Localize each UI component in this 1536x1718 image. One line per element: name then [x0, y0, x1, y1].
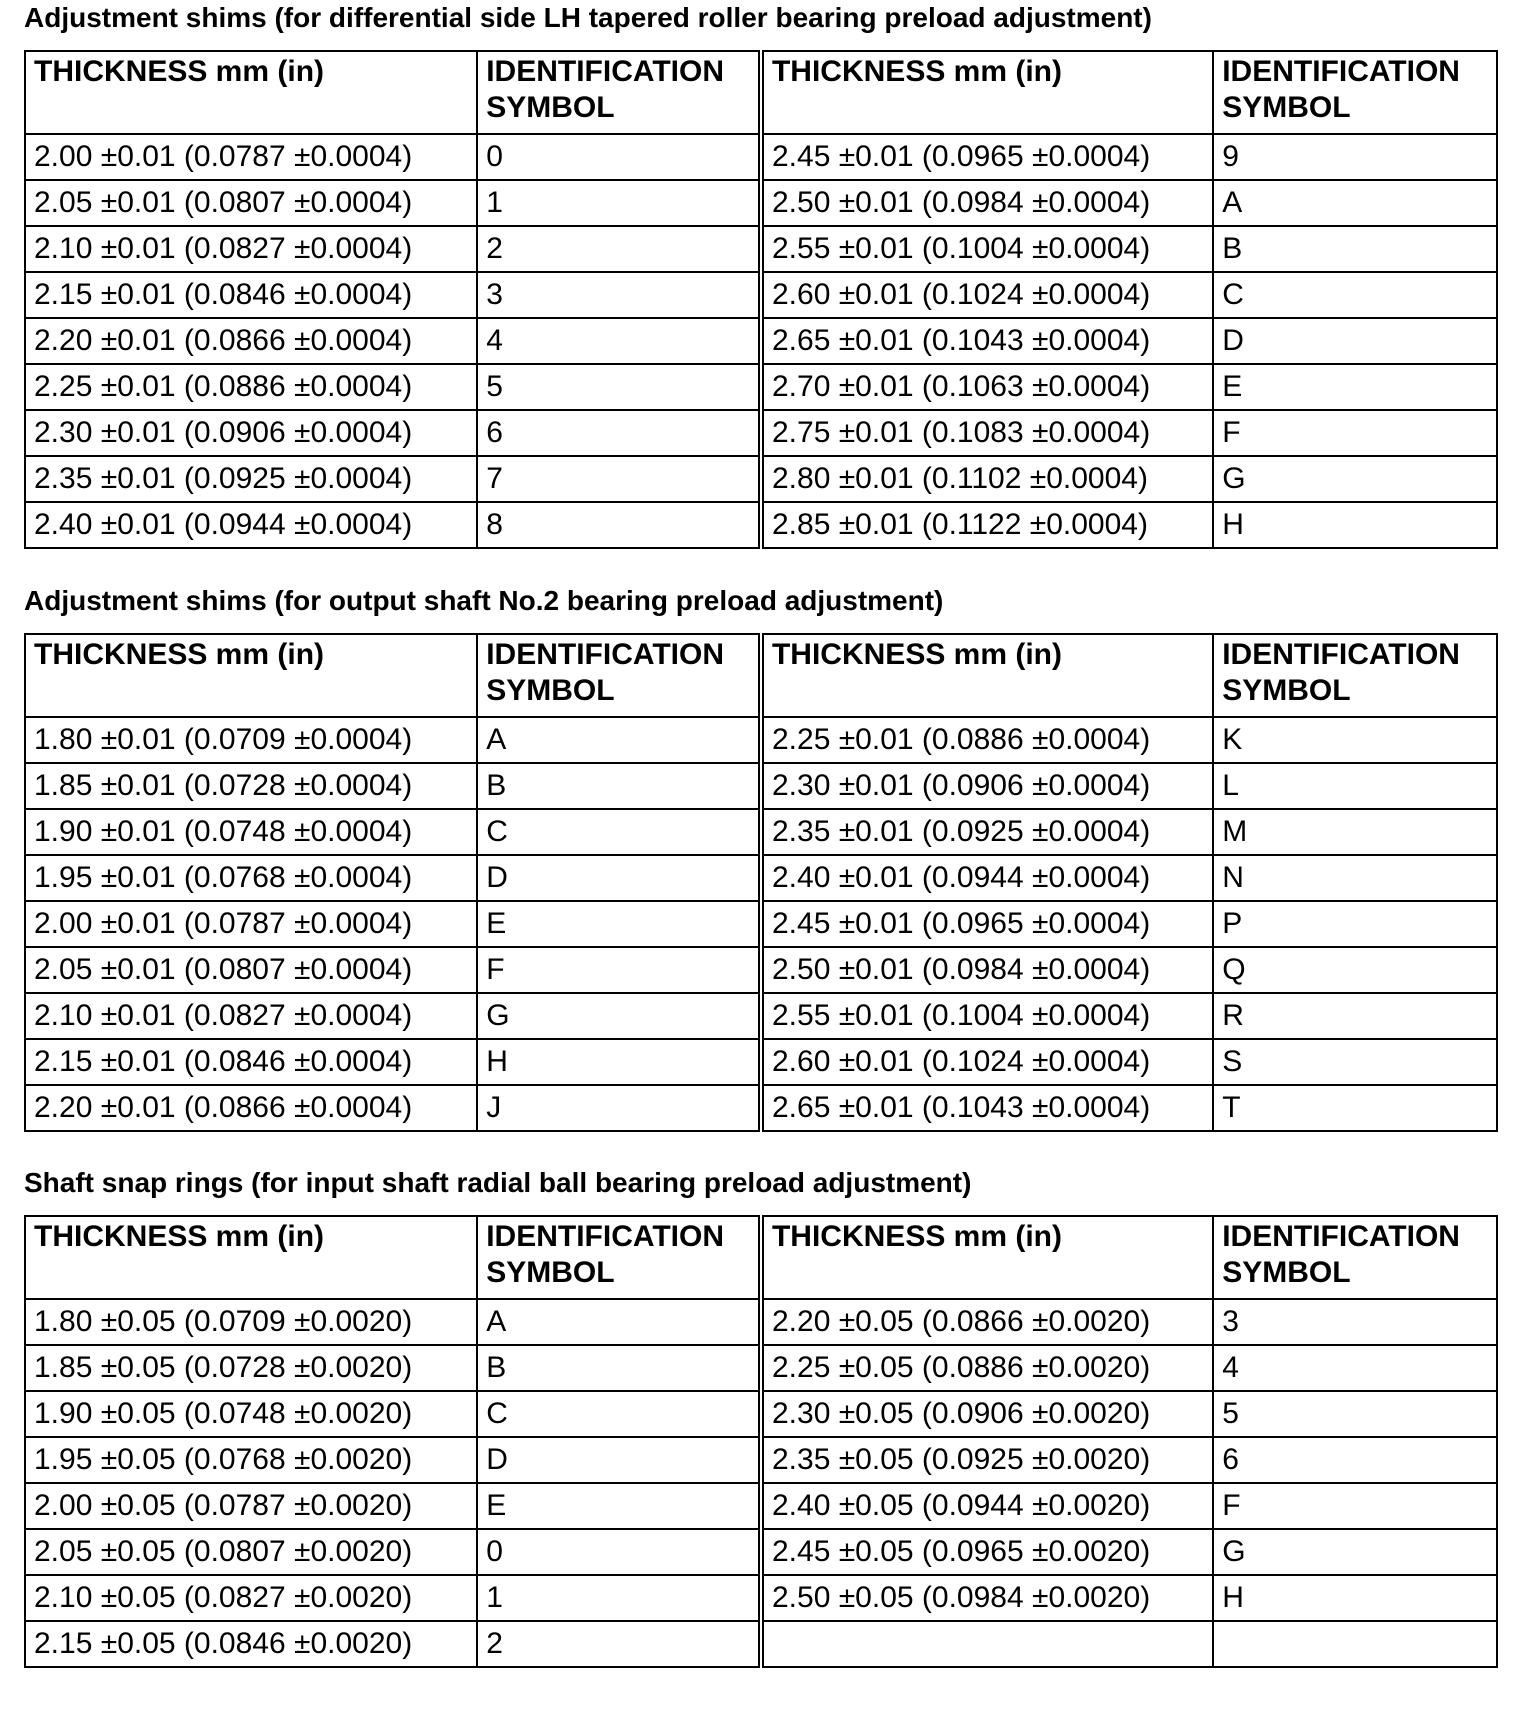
thickness-cell: 2.35 ±0.01 (0.0925 ±0.0004)	[761, 809, 1213, 855]
thickness-cell: 1.95 ±0.01 (0.0768 ±0.0004)	[25, 855, 477, 901]
identification-symbol-cell: 4	[1213, 1345, 1497, 1391]
identification-symbol-cell: 2	[477, 1621, 761, 1667]
thickness-cell: 2.20 ±0.05 (0.0866 ±0.0020)	[761, 1299, 1213, 1345]
section-output-shaft-shims	[24, 586, 1498, 1132]
identification-symbol-cell: R	[1213, 993, 1497, 1039]
spec-table	[24, 50, 1498, 549]
identification-symbol-cell: N	[1213, 855, 1497, 901]
section-title: Adjustment shims (for differential side LH tapered roller bearing preload adjustment)	[24, 2, 1152, 33]
table-row	[25, 855, 1497, 901]
identification-symbol-cell: H	[477, 1039, 761, 1085]
thickness-cell: 2.10 ±0.01 (0.0827 ±0.0004)	[25, 226, 477, 272]
header-identification-symbol: IDENTIFICATION SYMBOL	[477, 634, 761, 717]
identification-symbol-cell: C	[477, 1391, 761, 1437]
identification-symbol-cell: F	[1213, 410, 1497, 456]
identification-symbol-cell: 4	[477, 318, 761, 364]
table-row	[25, 226, 1497, 272]
thickness-cell: 1.80 ±0.05 (0.0709 ±0.0020)	[25, 1299, 477, 1345]
table-body	[25, 717, 1497, 1131]
table-row	[25, 410, 1497, 456]
thickness-cell: 2.40 ±0.05 (0.0944 ±0.0020)	[761, 1483, 1213, 1529]
table-row	[25, 1039, 1497, 1085]
thickness-cell: 2.50 ±0.01 (0.0984 ±0.0004)	[761, 947, 1213, 993]
identification-symbol-cell: H	[1213, 1575, 1497, 1621]
identification-symbol-cell: 8	[477, 502, 761, 548]
identification-symbol-cell: A	[477, 717, 761, 763]
table-row	[25, 1299, 1497, 1345]
thickness-cell: 2.25 ±0.01 (0.0886 ±0.0004)	[761, 717, 1213, 763]
identification-symbol-cell: H	[1213, 502, 1497, 548]
identification-symbol-cell: 0	[477, 1529, 761, 1575]
identification-symbol-cell	[1213, 1621, 1497, 1667]
thickness-cell: 2.00 ±0.01 (0.0787 ±0.0004)	[25, 134, 477, 180]
table-row	[25, 763, 1497, 809]
thickness-cell: 2.50 ±0.01 (0.0984 ±0.0004)	[761, 180, 1213, 226]
section-title: Shaft snap rings (for input shaft radial ball bearing preload adjustment)	[24, 1167, 972, 1198]
thickness-cell: 2.35 ±0.01 (0.0925 ±0.0004)	[25, 456, 477, 502]
thickness-cell: 2.15 ±0.05 (0.0846 ±0.0020)	[25, 1621, 477, 1667]
table-row	[25, 1345, 1497, 1391]
header-identification-symbol: IDENTIFICATION SYMBOL	[1213, 51, 1497, 134]
thickness-cell: 2.05 ±0.01 (0.0807 ±0.0004)	[25, 180, 477, 226]
thickness-cell: 2.70 ±0.01 (0.1063 ±0.0004)	[761, 364, 1213, 410]
identification-symbol-cell: K	[1213, 717, 1497, 763]
identification-symbol-cell: 7	[477, 456, 761, 502]
identification-symbol-cell: 3	[1213, 1299, 1497, 1345]
identification-symbol-cell: G	[1213, 1529, 1497, 1575]
thickness-cell: 2.00 ±0.05 (0.0787 ±0.0020)	[25, 1483, 477, 1529]
table-header-row	[25, 1216, 1497, 1299]
table-row	[25, 1437, 1497, 1483]
identification-symbol-cell: B	[1213, 226, 1497, 272]
section-shaft-snap-rings	[24, 1168, 1498, 1668]
table-row	[25, 1391, 1497, 1437]
thickness-cell: 2.05 ±0.05 (0.0807 ±0.0020)	[25, 1529, 477, 1575]
table-row	[25, 1529, 1497, 1575]
identification-symbol-cell: Q	[1213, 947, 1497, 993]
thickness-cell: 2.75 ±0.01 (0.1083 ±0.0004)	[761, 410, 1213, 456]
identification-symbol-cell: 1	[477, 1575, 761, 1621]
thickness-cell: 2.30 ±0.01 (0.0906 ±0.0004)	[761, 763, 1213, 809]
thickness-cell: 1.85 ±0.01 (0.0728 ±0.0004)	[25, 763, 477, 809]
thickness-cell: 2.45 ±0.01 (0.0965 ±0.0004)	[761, 901, 1213, 947]
thickness-cell: 2.30 ±0.05 (0.0906 ±0.0020)	[761, 1391, 1213, 1437]
identification-symbol-cell: 9	[1213, 134, 1497, 180]
thickness-cell: 2.60 ±0.01 (0.1024 ±0.0004)	[761, 1039, 1213, 1085]
identification-symbol-cell: C	[1213, 272, 1497, 318]
spec-table	[24, 633, 1498, 1132]
identification-symbol-cell: T	[1213, 1085, 1497, 1131]
identification-symbol-cell: B	[477, 763, 761, 809]
table-row	[25, 1621, 1497, 1667]
header-identification-symbol: IDENTIFICATION SYMBOL	[1213, 634, 1497, 717]
identification-symbol-cell: J	[477, 1085, 761, 1131]
table-row	[25, 993, 1497, 1039]
thickness-cell: 1.80 ±0.01 (0.0709 ±0.0004)	[25, 717, 477, 763]
table-row	[25, 809, 1497, 855]
thickness-cell: 2.30 ±0.01 (0.0906 ±0.0004)	[25, 410, 477, 456]
thickness-cell: 2.65 ±0.01 (0.1043 ±0.0004)	[761, 1085, 1213, 1131]
table-row	[25, 272, 1497, 318]
identification-symbol-cell: 1	[477, 180, 761, 226]
thickness-cell: 2.60 ±0.01 (0.1024 ±0.0004)	[761, 272, 1213, 318]
header-thickness: THICKNESS mm (in)	[25, 51, 477, 134]
identification-symbol-cell: A	[1213, 180, 1497, 226]
identification-symbol-cell: 6	[1213, 1437, 1497, 1483]
identification-symbol-cell: F	[1213, 1483, 1497, 1529]
identification-symbol-cell: C	[477, 809, 761, 855]
table-row	[25, 717, 1497, 763]
thickness-cell: 2.65 ±0.01 (0.1043 ±0.0004)	[761, 318, 1213, 364]
identification-symbol-cell: P	[1213, 901, 1497, 947]
identification-symbol-cell: 6	[477, 410, 761, 456]
identification-symbol-cell: 2	[477, 226, 761, 272]
spec-table	[24, 1215, 1498, 1668]
identification-symbol-cell: E	[1213, 364, 1497, 410]
thickness-cell: 2.40 ±0.01 (0.0944 ±0.0004)	[25, 502, 477, 548]
header-thickness: THICKNESS mm (in)	[25, 634, 477, 717]
thickness-cell: 1.90 ±0.05 (0.0748 ±0.0020)	[25, 1391, 477, 1437]
thickness-cell: 2.85 ±0.01 (0.1122 ±0.0004)	[761, 502, 1213, 548]
header-identification-symbol: IDENTIFICATION SYMBOL	[477, 1216, 761, 1299]
thickness-cell: 2.55 ±0.01 (0.1004 ±0.0004)	[761, 226, 1213, 272]
table-header-row	[25, 51, 1497, 134]
table-row	[25, 456, 1497, 502]
header-thickness: THICKNESS mm (in)	[761, 51, 1213, 134]
thickness-cell: 1.95 ±0.05 (0.0768 ±0.0020)	[25, 1437, 477, 1483]
thickness-cell: 2.40 ±0.01 (0.0944 ±0.0004)	[761, 855, 1213, 901]
table-body	[25, 134, 1497, 548]
identification-symbol-cell: S	[1213, 1039, 1497, 1085]
table-row	[25, 1575, 1497, 1621]
identification-symbol-cell: G	[477, 993, 761, 1039]
header-identification-symbol: IDENTIFICATION SYMBOL	[1213, 1216, 1497, 1299]
table-row	[25, 947, 1497, 993]
thickness-cell: 1.90 ±0.01 (0.0748 ±0.0004)	[25, 809, 477, 855]
table-header-row	[25, 634, 1497, 717]
thickness-cell: 2.55 ±0.01 (0.1004 ±0.0004)	[761, 993, 1213, 1039]
identification-symbol-cell: D	[477, 1437, 761, 1483]
section-title: Adjustment shims (for output shaft No.2 bearing preload adjustment)	[24, 585, 944, 616]
identification-symbol-cell: M	[1213, 809, 1497, 855]
thickness-cell: 2.50 ±0.05 (0.0984 ±0.0020)	[761, 1575, 1213, 1621]
identification-symbol-cell: 5	[1213, 1391, 1497, 1437]
thickness-cell: 2.05 ±0.01 (0.0807 ±0.0004)	[25, 947, 477, 993]
identification-symbol-cell: D	[1213, 318, 1497, 364]
thickness-cell: 2.35 ±0.05 (0.0925 ±0.0020)	[761, 1437, 1213, 1483]
thickness-cell: 1.85 ±0.05 (0.0728 ±0.0020)	[25, 1345, 477, 1391]
header-thickness: THICKNESS mm (in)	[761, 1216, 1213, 1299]
thickness-cell: 2.25 ±0.01 (0.0886 ±0.0004)	[25, 364, 477, 410]
thickness-cell: 2.20 ±0.01 (0.0866 ±0.0004)	[25, 1085, 477, 1131]
thickness-cell: 2.15 ±0.01 (0.0846 ±0.0004)	[25, 1039, 477, 1085]
table-row	[25, 901, 1497, 947]
section-differential-shims	[24, 3, 1498, 549]
table-row	[25, 134, 1497, 180]
thickness-cell: 2.45 ±0.01 (0.0965 ±0.0004)	[761, 134, 1213, 180]
identification-symbol-cell: 5	[477, 364, 761, 410]
identification-symbol-cell: 0	[477, 134, 761, 180]
thickness-cell: 2.25 ±0.05 (0.0886 ±0.0020)	[761, 1345, 1213, 1391]
table-row	[25, 502, 1497, 548]
header-thickness: THICKNESS mm (in)	[25, 1216, 477, 1299]
thickness-cell: 2.45 ±0.05 (0.0965 ±0.0020)	[761, 1529, 1213, 1575]
identification-symbol-cell: F	[477, 947, 761, 993]
thickness-cell: 2.10 ±0.01 (0.0827 ±0.0004)	[25, 993, 477, 1039]
thickness-cell: 2.00 ±0.01 (0.0787 ±0.0004)	[25, 901, 477, 947]
table-row	[25, 364, 1497, 410]
table-row	[25, 180, 1497, 226]
identification-symbol-cell: E	[477, 901, 761, 947]
thickness-cell: 2.20 ±0.01 (0.0866 ±0.0004)	[25, 318, 477, 364]
identification-symbol-cell: D	[477, 855, 761, 901]
identification-symbol-cell: G	[1213, 456, 1497, 502]
identification-symbol-cell: B	[477, 1345, 761, 1391]
identification-symbol-cell: L	[1213, 763, 1497, 809]
header-identification-symbol: IDENTIFICATION SYMBOL	[477, 51, 761, 134]
header-thickness: THICKNESS mm (in)	[761, 634, 1213, 717]
thickness-cell: 2.80 ±0.01 (0.1102 ±0.0004)	[761, 456, 1213, 502]
thickness-cell: 2.15 ±0.01 (0.0846 ±0.0004)	[25, 272, 477, 318]
identification-symbol-cell: E	[477, 1483, 761, 1529]
identification-symbol-cell: A	[477, 1299, 761, 1345]
table-body	[25, 1299, 1497, 1667]
thickness-cell	[761, 1621, 1213, 1667]
identification-symbol-cell: 3	[477, 272, 761, 318]
table-row	[25, 1483, 1497, 1529]
table-row	[25, 1085, 1497, 1131]
table-row	[25, 318, 1497, 364]
thickness-cell: 2.10 ±0.05 (0.0827 ±0.0020)	[25, 1575, 477, 1621]
